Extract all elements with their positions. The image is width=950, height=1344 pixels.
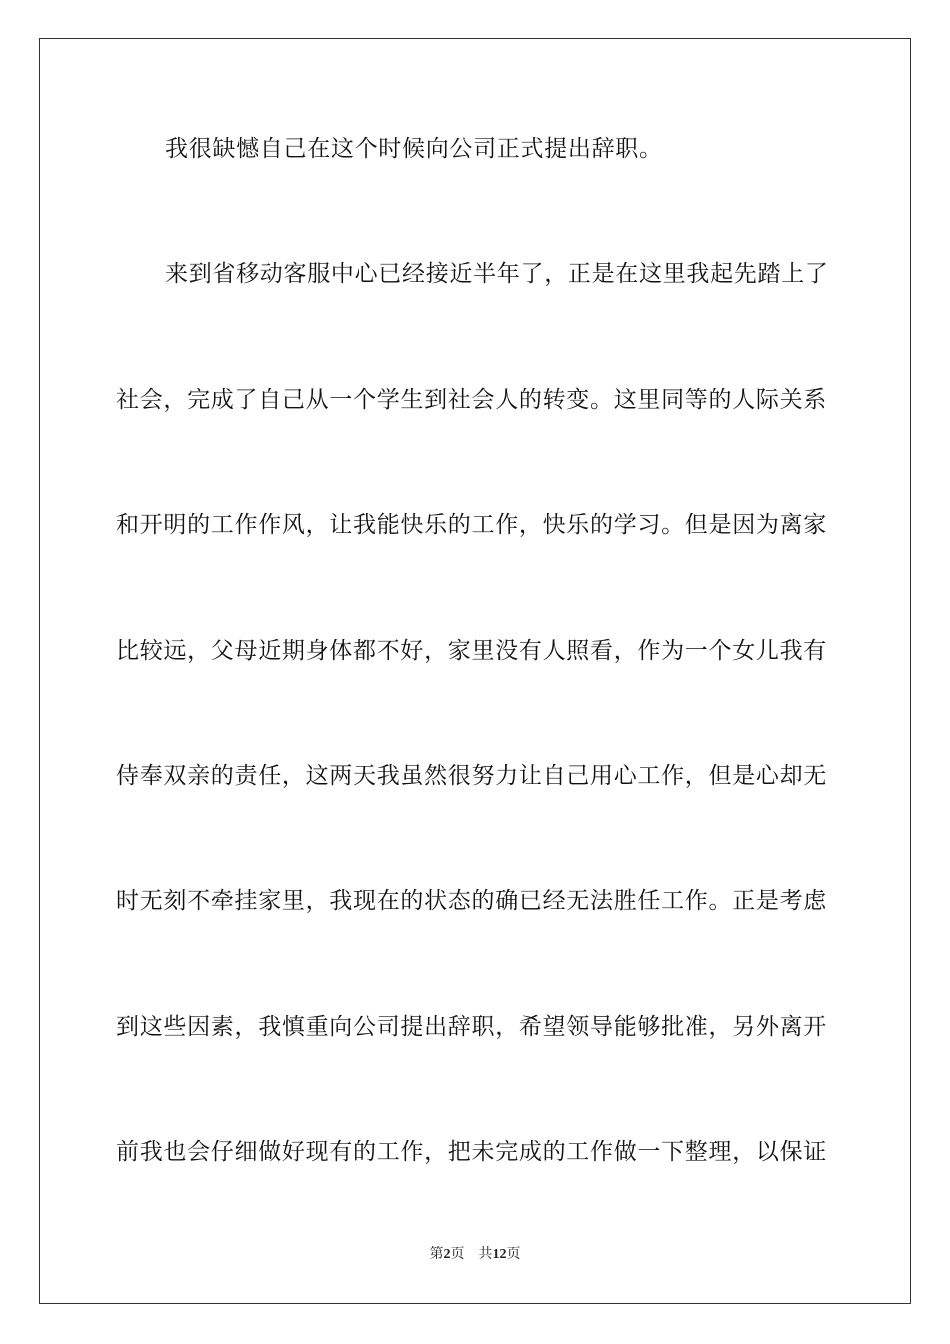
page-suffix: 页 — [450, 1247, 465, 1262]
paragraph-2-line-4: 比较远，父母近期身体都不好，家里没有人照看，作为一个女儿我有 — [116, 638, 827, 664]
paragraph-1-line-1: 我很缺憾自己在这个时候向公司正式提出辞职。 — [165, 136, 663, 162]
paragraph-2-line-8: 前我也会仔细做好现有的工作，把未完成的工作做一下整理，以保证 — [116, 1139, 827, 1165]
paragraph-2-line-2: 社会，完成了自己从一个学生到社会人的转变。这里同等的人际关系 — [116, 387, 827, 413]
page-prefix: 第 — [429, 1247, 444, 1262]
total-prefix: 共 — [478, 1247, 493, 1262]
paragraph-2-line-7: 到这些因素，我慎重向公司提出辞职，希望领导能够批准，另外离开 — [116, 1014, 827, 1040]
paragraph-2-line-5: 侍奉双亲的责任，这两天我虽然很努力让自己用心工作，但是心却无 — [116, 763, 827, 789]
page-frame — [39, 38, 911, 1304]
total-suffix: 页 — [506, 1247, 521, 1262]
paragraph-2-line-6: 时无刻不牵挂家里，我现在的状态的确已经无法胜任工作。正是考虑 — [116, 888, 827, 914]
total-pages: 12 — [492, 1247, 507, 1262]
page-footer — [0, 1246, 950, 1264]
paragraph-2-line-1: 来到省移动客服中心已经接近半年了，正是在这里我起先踏上了 — [165, 261, 829, 287]
paragraph-2-line-3: 和开明的工作作风，让我能快乐的工作，快乐的学习。但是因为离家 — [116, 512, 827, 538]
page-number: 2 — [443, 1247, 451, 1262]
